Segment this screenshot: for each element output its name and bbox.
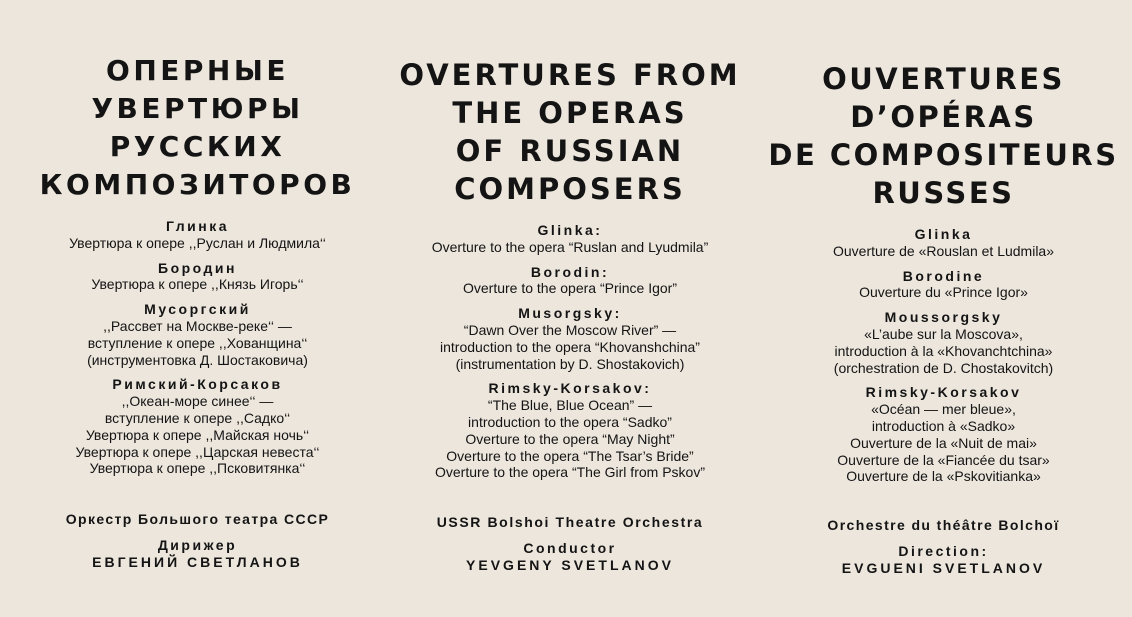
- conductor-label: Direction:: [898, 543, 989, 559]
- work-line: Overture to the opera “Ruslan and Lyudmila”: [431, 238, 709, 255]
- composer-name: Римский-Корсаков: [112, 376, 283, 393]
- work-line: «Océan — mer bleue»,: [871, 401, 1016, 418]
- work-line: Увертюра к опере ,,Князь Игорь‘‘: [91, 276, 304, 293]
- composer-name: Borodin:: [530, 263, 610, 280]
- work-line: вступление к опере ,,Хованщина‘‘: [87, 334, 308, 351]
- work-line: introduction to the opera “Sadko”: [468, 413, 672, 430]
- title-french: [755, 60, 1132, 212]
- title-line: D’OPÉRAS: [850, 100, 1037, 134]
- works-list-french: [755, 226, 1132, 485]
- conductor-name: EVGUENI SVETLANOV: [841, 560, 1046, 576]
- work-line: вступление к опере ,,Садко‘‘: [104, 409, 291, 426]
- work-line: Overture to the opera “Prince Igor”: [463, 280, 677, 297]
- orchestra-credit: Orchestre du théâtre Bolchoï: [827, 517, 1060, 533]
- orchestra-credit: USSR Bolshoi Theatre Orchestra: [436, 514, 704, 530]
- work-line: Overture to the opera “May Night”: [465, 430, 675, 447]
- work-line: Overture to the opera “The Tsar’s Bride”: [446, 447, 694, 464]
- conductor-name: ЕВГЕНИЙ СВЕТЛАНОВ: [92, 554, 303, 570]
- title-line: DE COMPOSITEURS: [768, 138, 1119, 172]
- work-line: “Dawn Over the Moscow River” —: [463, 321, 677, 338]
- conductor-label: Conductor: [523, 540, 617, 556]
- work-line: Ouverture de la «Nuit de mai»: [850, 434, 1037, 451]
- work-line: Ouverture de la «Pskovitianka»: [846, 468, 1041, 485]
- orchestra-credit: Оркестр Большого театра СССР: [65, 511, 330, 527]
- title-line: РУССКИХ: [109, 130, 286, 163]
- work-line: “The Blue, Blue Ocean” —: [487, 397, 653, 414]
- title-line: УВЕРТЮРЫ: [91, 92, 304, 125]
- title-line: OVERTURES FROM: [399, 58, 741, 92]
- work-line: ,,Океан-море синее‘‘ —: [121, 393, 274, 410]
- title-russian: [0, 52, 395, 204]
- composer-name: Бородин: [158, 259, 237, 276]
- work-line: «L’aube sur la Moscova»,: [864, 325, 1023, 342]
- composer-name: Мусоргский: [144, 301, 251, 318]
- column-french: [755, 0, 1132, 617]
- work-line: Ouverture du «Prince Igor»: [859, 284, 1028, 301]
- works-list-english: [375, 222, 765, 481]
- work-line: Ouverture de «Rouslan et Ludmila»: [832, 242, 1055, 259]
- work-line: Ouverture de la «Fiancée du tsar»: [837, 451, 1050, 468]
- work-line: introduction à la «Khovanchtchina»: [834, 342, 1053, 359]
- title-english: [375, 56, 765, 208]
- work-line: (orchestration de D. Chostakovitch): [833, 359, 1054, 376]
- conductor-name: YEVGENY SVETLANOV: [466, 557, 674, 573]
- title-line: RUSSES: [872, 176, 1015, 210]
- title-line: COMPOSERS: [454, 172, 686, 206]
- composer-name: Borodine: [902, 267, 985, 284]
- composer-name: Rimsky-Korsakov:: [488, 380, 652, 397]
- title-line: OUVERTURES: [822, 62, 1065, 96]
- works-list-russian: [0, 218, 395, 477]
- title-line: ОПЕРНЫЕ: [106, 54, 289, 87]
- composer-name: Glinka:: [537, 222, 603, 238]
- work-line: Overture to the opera “The Girl from Pskov”: [435, 464, 705, 481]
- conductor-label: Дирижер: [157, 537, 238, 553]
- work-line: Увертюра к опере ,,Майская ночь‘‘: [85, 426, 310, 443]
- composer-name: Rimsky-Korsakov: [865, 384, 1022, 401]
- work-line: Увертюра к опере ,,Руслан и Людмила‘‘: [69, 234, 326, 251]
- work-line: ,,Рассвет на Москве-реке‘‘ —: [103, 317, 292, 334]
- title-line: THE OPERAS: [452, 96, 688, 130]
- column-russian: [0, 0, 395, 617]
- column-english: [375, 0, 765, 617]
- work-line: (инструментовка Д. Шостаковича): [87, 351, 308, 368]
- work-line: (instrumentation by D. Shostakovich): [455, 355, 685, 372]
- work-line: Увертюра к опере ,,Псковитянка‘‘: [89, 460, 306, 477]
- work-line: introduction to the opera “Khovanshchina”: [440, 338, 700, 355]
- composer-name: Musorgsky:: [518, 305, 622, 322]
- composer-name: Moussorgsky: [884, 309, 1003, 326]
- composer-name: Глинка: [166, 218, 229, 234]
- title-line: КОМПОЗИТОРОВ: [39, 168, 356, 201]
- composer-name: Glinka: [914, 226, 973, 242]
- work-line: introduction à «Sadko»: [871, 417, 1016, 434]
- title-line: OF RUSSIAN: [455, 134, 685, 168]
- work-line: Увертюра к опере ,,Царская невеста‘‘: [75, 443, 320, 460]
